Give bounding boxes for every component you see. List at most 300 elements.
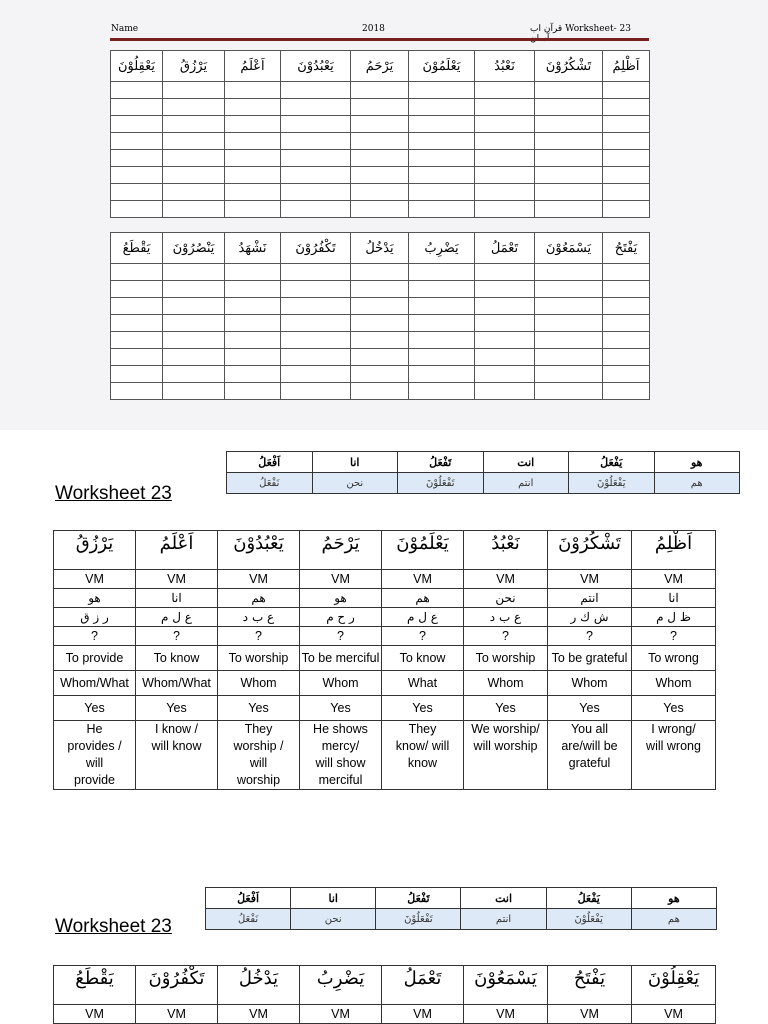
grid-cell xyxy=(351,281,409,298)
grid-cell xyxy=(111,133,163,150)
grid-cell xyxy=(225,332,281,349)
grid-cell xyxy=(281,184,351,201)
type-cell: VM xyxy=(548,570,632,589)
form-cell: ? xyxy=(136,627,218,646)
root-cell: ش ك ر xyxy=(548,608,632,627)
arabic-word: تَعْمَلُ xyxy=(382,966,464,1005)
grid-cell xyxy=(281,82,351,99)
pronoun-cell: اَفْعَلُ xyxy=(206,888,291,909)
grid-cell xyxy=(111,167,163,184)
doer-cell: انا xyxy=(632,589,716,608)
translation-cell xyxy=(382,721,464,790)
meaning-cell: To be grateful xyxy=(548,646,632,671)
type-cell: VM xyxy=(54,570,136,589)
grid-empty-row xyxy=(111,383,650,400)
pronoun-cell: يَفْعَلُ xyxy=(546,888,631,909)
grid-cell xyxy=(351,184,409,201)
arabic-word: يَعْلَمُوْنَ xyxy=(382,531,464,570)
grid-word: يَقْطَعُ xyxy=(111,233,163,264)
grid-cell xyxy=(225,184,281,201)
form-row xyxy=(54,627,716,646)
grid-cell xyxy=(603,201,650,218)
translation-cell xyxy=(548,721,632,790)
pronoun-cell: انا xyxy=(312,452,398,473)
type-cell: VM xyxy=(218,1005,300,1024)
grid-word: اَعْلَمُ xyxy=(225,51,281,82)
grid-word: اَظْلِمُ xyxy=(603,51,650,82)
grid-cell xyxy=(475,201,535,218)
grid-cell xyxy=(409,99,475,116)
grid-cell xyxy=(535,201,603,218)
grid-cell xyxy=(535,116,603,133)
grid-word: يَرْزُقُ xyxy=(163,51,225,82)
translation-cell-text: I wrong/ will wrong xyxy=(646,722,701,753)
form-cell: ? xyxy=(382,627,464,646)
grid-cell xyxy=(409,82,475,99)
word-row xyxy=(54,966,716,1005)
root-cell: ر ز ق xyxy=(54,608,136,627)
doer-row xyxy=(54,589,716,608)
type-cell: VM xyxy=(382,570,464,589)
pronoun-cell: نَفْعَلُ xyxy=(227,473,313,494)
answer-cell: Yes xyxy=(218,696,300,721)
pronoun-cell: هم xyxy=(654,473,740,494)
grid-cell xyxy=(475,82,535,99)
grid-header-row xyxy=(111,51,650,82)
grid-cell xyxy=(281,366,351,383)
translation-cell xyxy=(218,721,300,790)
grid-cell xyxy=(163,383,225,400)
pronoun-row xyxy=(206,909,717,930)
grid-cell xyxy=(351,116,409,133)
root-cell: ع ل م xyxy=(382,608,464,627)
grid-cell xyxy=(409,264,475,281)
grid-word: يَنْصُرُوْنَ xyxy=(163,233,225,264)
grid-cell xyxy=(111,315,163,332)
grid-cell xyxy=(111,366,163,383)
type-cell: VM xyxy=(54,1005,136,1024)
meaning-cell: To worship xyxy=(218,646,300,671)
object-cell: Whom xyxy=(300,671,382,696)
object-cell: Whom/What xyxy=(136,671,218,696)
grid-cell xyxy=(535,315,603,332)
type-cell: VM xyxy=(548,1005,632,1024)
grid-cell xyxy=(603,167,650,184)
object-cell: Whom xyxy=(218,671,300,696)
grid-cell xyxy=(163,167,225,184)
grid-empty-row xyxy=(111,315,650,332)
grid-cell xyxy=(225,298,281,315)
grid-word: نَشْهَدُ xyxy=(225,233,281,264)
grid-empty-row xyxy=(111,201,650,218)
grid-word: تَكْفُرُوْنَ xyxy=(281,233,351,264)
translation-cell-text: They know/ will know xyxy=(395,722,450,770)
grid-cell xyxy=(603,298,650,315)
grid-cell xyxy=(111,99,163,116)
grid-empty-row xyxy=(111,116,650,133)
translation-cell-text: I know / will know xyxy=(151,722,202,753)
grid-cell xyxy=(351,264,409,281)
meaning-cell: To know xyxy=(382,646,464,671)
type-cell: VM xyxy=(464,570,548,589)
type-cell: VM xyxy=(136,570,218,589)
grid-cell xyxy=(409,184,475,201)
object-cell: Whom xyxy=(632,671,716,696)
grid-cell xyxy=(603,264,650,281)
arabic-word: يَسْمَعُوْنَ xyxy=(464,966,548,1005)
grid-cell xyxy=(225,264,281,281)
meaning-row xyxy=(54,646,716,671)
grid-cell xyxy=(535,184,603,201)
grid-empty-row xyxy=(111,281,650,298)
pronoun-cell: انا xyxy=(291,888,376,909)
grid-word: تَشْكُرُوْنَ xyxy=(535,51,603,82)
grid-cell xyxy=(535,150,603,167)
grid-cell xyxy=(351,167,409,184)
grid-cell xyxy=(225,150,281,167)
grid-cell xyxy=(111,184,163,201)
grid-cell xyxy=(409,315,475,332)
grid-cell xyxy=(475,281,535,298)
answer-cell: Yes xyxy=(300,696,382,721)
root-cell: ع ل م xyxy=(136,608,218,627)
grid-cell xyxy=(281,99,351,116)
translation-row xyxy=(54,721,716,790)
grid-cell xyxy=(351,349,409,366)
grid-cell xyxy=(475,383,535,400)
grid-cell xyxy=(475,167,535,184)
arabic-word: يَعْقِلُوْنَ xyxy=(632,966,716,1005)
pronoun-row xyxy=(227,452,740,473)
pronoun-cell: يَفْعَلُوْنَ xyxy=(569,473,655,494)
doer-cell: انتم xyxy=(548,589,632,608)
type-cell: VM xyxy=(300,1005,382,1024)
grid-empty-row xyxy=(111,133,650,150)
grid-cell xyxy=(281,133,351,150)
pronoun-cell: نَفْعَلُ xyxy=(206,909,291,930)
root-row xyxy=(54,608,716,627)
answer-cell: Yes xyxy=(548,696,632,721)
grid-cell xyxy=(225,133,281,150)
grid-cell xyxy=(409,366,475,383)
translation-cell-text: He provides / will provide xyxy=(67,722,122,787)
grid-empty-row xyxy=(111,264,650,281)
pronoun-cell: تَفْعَلُوْنَ xyxy=(376,909,461,930)
translation-cell xyxy=(464,721,548,790)
grid-word: نَعْبُدُ xyxy=(475,51,535,82)
grid-cell xyxy=(225,201,281,218)
grid-cell xyxy=(351,99,409,116)
grid-cell xyxy=(163,116,225,133)
grid-cell xyxy=(409,116,475,133)
pronoun-cell: تَفْعَلُوْنَ xyxy=(398,473,484,494)
grid-cell xyxy=(351,315,409,332)
grid-empty-row xyxy=(111,184,650,201)
grid-cell xyxy=(351,150,409,167)
pronoun-cell: انت xyxy=(461,888,546,909)
arabic-word: يَرْزُقُ xyxy=(54,531,136,570)
grid-cell xyxy=(475,133,535,150)
object-cell: Whom/What xyxy=(54,671,136,696)
grid-cell xyxy=(409,201,475,218)
grid-cell xyxy=(475,264,535,281)
pronoun-cell: انتم xyxy=(483,473,569,494)
pronoun-cell: اَفْعَلُ xyxy=(227,452,313,473)
grid-cell xyxy=(281,150,351,167)
translation-cell xyxy=(54,721,136,790)
grid-cell xyxy=(535,332,603,349)
pronoun-cell: تَفْعَلُ xyxy=(398,452,484,473)
grid-cell xyxy=(163,366,225,383)
grid-cell xyxy=(225,167,281,184)
grid-cell xyxy=(351,298,409,315)
grid-cell xyxy=(281,383,351,400)
type-cell: VM xyxy=(218,570,300,589)
answer-row xyxy=(54,696,716,721)
pronoun-table-1 xyxy=(226,451,740,494)
doer-cell: هم xyxy=(382,589,464,608)
grid-cell xyxy=(225,116,281,133)
type-row xyxy=(54,1005,716,1024)
grid-cell xyxy=(111,349,163,366)
grid-cell xyxy=(111,332,163,349)
grid-empty-row xyxy=(111,150,650,167)
grid-cell xyxy=(409,281,475,298)
grid-empty-row xyxy=(111,366,650,383)
grid-word: يَرْحَمُ xyxy=(351,51,409,82)
grid-cell xyxy=(163,281,225,298)
grid-cell xyxy=(603,99,650,116)
grid-empty-row xyxy=(111,167,650,184)
grid-cell xyxy=(111,116,163,133)
arabic-word: يَدْخُلُ xyxy=(218,966,300,1005)
grid-cell xyxy=(409,133,475,150)
translation-cell xyxy=(632,721,716,790)
root-cell: ع ب د xyxy=(218,608,300,627)
grid-cell xyxy=(225,315,281,332)
meaning-cell: To provide xyxy=(54,646,136,671)
grid-cell xyxy=(603,150,650,167)
type-row xyxy=(54,570,716,589)
grid-cell xyxy=(409,167,475,184)
grid-cell xyxy=(475,315,535,332)
grid-cell xyxy=(225,366,281,383)
grid-cell xyxy=(603,184,650,201)
form-cell: ? xyxy=(548,627,632,646)
word-row xyxy=(54,531,716,570)
arabic-word: اَظْلِمُ xyxy=(632,531,716,570)
doer-cell: هم xyxy=(218,589,300,608)
grid-cell xyxy=(409,383,475,400)
grid-cell xyxy=(475,150,535,167)
grid-cell xyxy=(603,82,650,99)
grid-cell xyxy=(535,133,603,150)
grid-word: تَعْمَلُ xyxy=(475,233,535,264)
grid-cell xyxy=(163,332,225,349)
grid-cell xyxy=(603,332,650,349)
answer-table-1 xyxy=(53,530,716,790)
grid-cell xyxy=(535,298,603,315)
pronoun-row xyxy=(227,473,740,494)
grid-cell xyxy=(409,150,475,167)
doer-cell: هو xyxy=(54,589,136,608)
grid-cell xyxy=(351,383,409,400)
grid-cell xyxy=(603,383,650,400)
grid-cell xyxy=(475,298,535,315)
grid-cell xyxy=(535,383,603,400)
grid-cell xyxy=(351,332,409,349)
practice-grid-1 xyxy=(110,50,650,218)
grid-cell xyxy=(163,99,225,116)
pronoun-cell: يَفْعَلُوْنَ xyxy=(546,909,631,930)
pronoun-cell: نحن xyxy=(312,473,398,494)
grid-empty-row xyxy=(111,349,650,366)
grid-cell xyxy=(163,133,225,150)
grid-cell xyxy=(111,281,163,298)
grid-cell xyxy=(111,383,163,400)
translation-cell-text: We worship/ will worship xyxy=(471,722,540,753)
grid-word: يَعْقِلُوْنَ xyxy=(111,51,163,82)
grid-cell xyxy=(163,264,225,281)
grid-cell xyxy=(475,349,535,366)
form-cell: ? xyxy=(218,627,300,646)
arabic-word: يَفْتَحُ xyxy=(548,966,632,1005)
translation-cell-text: They worship / will worship xyxy=(233,722,284,787)
grid-cell xyxy=(535,167,603,184)
grid-word: يَعْبُدُوْنَ xyxy=(281,51,351,82)
grid-empty-row xyxy=(111,332,650,349)
header-rule xyxy=(110,38,649,41)
worksheet-label: Worksheet- 23 قرآن اب xyxy=(530,24,631,34)
grid-cell xyxy=(535,281,603,298)
root-cell: ر ح م xyxy=(300,608,382,627)
form-cell: ? xyxy=(54,627,136,646)
form-cell: ? xyxy=(632,627,716,646)
grid-cell xyxy=(281,201,351,218)
object-row xyxy=(54,671,716,696)
object-cell: What xyxy=(382,671,464,696)
answer-cell: Yes xyxy=(464,696,548,721)
translation-cell-text: He shows mercy/ will show merciful xyxy=(313,722,368,787)
grid-cell xyxy=(603,315,650,332)
object-cell: Whom xyxy=(464,671,548,696)
grid-cell xyxy=(603,116,650,133)
arabic-word: يَضْرِبُ xyxy=(300,966,382,1005)
arabic-word: نَعْبُدُ xyxy=(464,531,548,570)
grid-cell xyxy=(281,315,351,332)
grid-word: يَضْرِبُ xyxy=(409,233,475,264)
form-cell: ? xyxy=(464,627,548,646)
grid-cell xyxy=(111,150,163,167)
type-cell: VM xyxy=(632,1005,716,1024)
grid-cell xyxy=(225,281,281,298)
type-cell: VM xyxy=(632,570,716,589)
pronoun-cell: انتم xyxy=(461,909,546,930)
grid-cell xyxy=(475,332,535,349)
grid-cell xyxy=(475,366,535,383)
grid-cell xyxy=(163,349,225,366)
type-cell: VM xyxy=(300,570,382,589)
grid-cell xyxy=(281,332,351,349)
grid-cell xyxy=(409,349,475,366)
grid-cell xyxy=(475,184,535,201)
grid-cell xyxy=(351,82,409,99)
grid-cell xyxy=(603,349,650,366)
grid-cell xyxy=(225,99,281,116)
year-label: 2018 xyxy=(362,24,385,34)
grid-cell xyxy=(163,82,225,99)
answer-cell: Yes xyxy=(382,696,464,721)
grid-cell xyxy=(603,366,650,383)
grid-cell xyxy=(281,167,351,184)
pronoun-row xyxy=(206,888,717,909)
grid-cell xyxy=(225,82,281,99)
grid-cell xyxy=(163,201,225,218)
grid-cell xyxy=(225,349,281,366)
translation-cell xyxy=(136,721,218,790)
pronoun-cell: نحن xyxy=(291,909,376,930)
meaning-cell: To worship xyxy=(464,646,548,671)
grid-cell xyxy=(281,264,351,281)
pronoun-cell: يَفْعَلُ xyxy=(569,452,655,473)
pronoun-cell: هم xyxy=(631,909,716,930)
answer-table-2 xyxy=(53,965,716,1024)
grid-cell xyxy=(409,332,475,349)
arabic-word: تَكْفُرُوْنَ xyxy=(136,966,218,1005)
grid-cell xyxy=(535,82,603,99)
grid-empty-row xyxy=(111,99,650,116)
grid-cell xyxy=(111,298,163,315)
form-cell: ? xyxy=(300,627,382,646)
grid-empty-row xyxy=(111,82,650,99)
worksheet-title-2: Worksheet 23 xyxy=(55,916,172,937)
doer-cell: انا xyxy=(136,589,218,608)
grid-cell xyxy=(281,116,351,133)
meaning-cell: To wrong xyxy=(632,646,716,671)
doer-cell: هو xyxy=(300,589,382,608)
pronoun-cell: تَفْعَلُ xyxy=(376,888,461,909)
grid-cell xyxy=(111,201,163,218)
grid-cell xyxy=(409,298,475,315)
pronoun-cell: انت xyxy=(483,452,569,473)
object-cell: Whom xyxy=(548,671,632,696)
root-cell: ع ب د xyxy=(464,608,548,627)
grid-cell xyxy=(163,298,225,315)
answer-cell: Yes xyxy=(54,696,136,721)
grid-word: يَعْلَمُوْنَ xyxy=(409,51,475,82)
grid-cell xyxy=(111,82,163,99)
grid-cell xyxy=(535,366,603,383)
grid-cell xyxy=(225,383,281,400)
grid-cell xyxy=(351,201,409,218)
pronoun-table-2 xyxy=(205,887,717,930)
name-label: Name xyxy=(111,24,139,34)
grid-cell xyxy=(163,150,225,167)
grid-cell xyxy=(351,133,409,150)
grid-cell xyxy=(535,264,603,281)
grid-word: يَفْتَحُ xyxy=(603,233,650,264)
answer-cell: Yes xyxy=(136,696,218,721)
arabic-word: يَقْطَعُ xyxy=(54,966,136,1005)
grid-cell xyxy=(603,133,650,150)
grid-header-row xyxy=(111,233,650,264)
grid-cell xyxy=(535,349,603,366)
translation-cell xyxy=(300,721,382,790)
grid-cell xyxy=(163,315,225,332)
root-cell: ظ ل م xyxy=(632,608,716,627)
arabic-word: يَرْحَمُ xyxy=(300,531,382,570)
grid-cell xyxy=(111,264,163,281)
